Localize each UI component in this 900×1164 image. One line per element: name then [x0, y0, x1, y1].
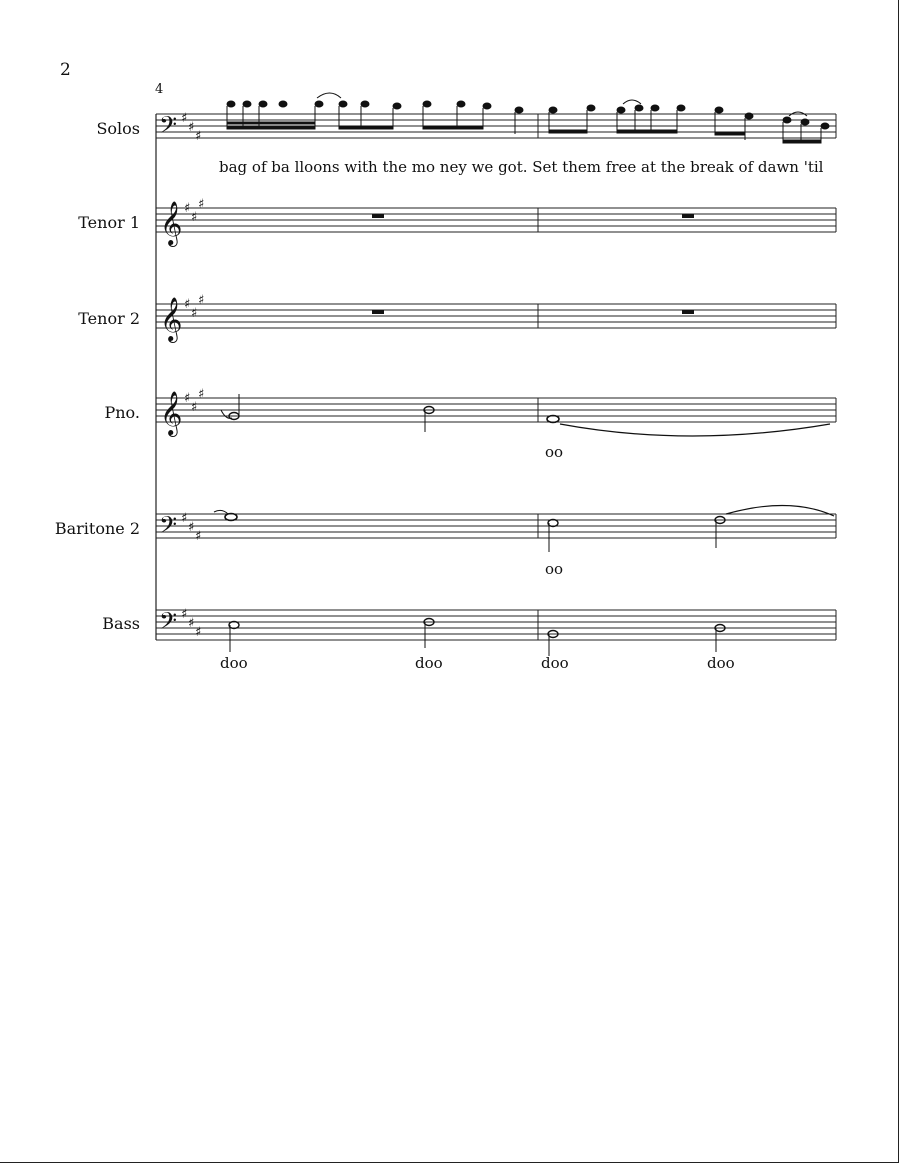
staff-piano — [156, 398, 836, 422]
sharp-icon: ♯ — [181, 607, 188, 622]
bass-clef-icon: 𝄢 — [159, 511, 178, 544]
lyric-bass-doo-1: doo — [220, 654, 248, 672]
sharp-icon: ♯ — [195, 129, 202, 144]
page-number: 2 — [60, 60, 71, 80]
lyric-solos: bag of ba lloons with the mo ney we got. Set them free at the break of dawn 'til — [219, 158, 824, 176]
whole-rest-icon — [372, 310, 384, 314]
whole-rest-icon — [372, 214, 384, 218]
sharp-icon: ♯ — [191, 210, 198, 225]
staff-bass — [156, 610, 836, 640]
treble-clef-icon: 𝄞 — [160, 297, 183, 341]
staff-tenor2 — [156, 304, 836, 328]
sharp-icon: ♯ — [198, 293, 205, 308]
sharp-icon: ♯ — [191, 306, 198, 321]
staff-label-piano: Pno. — [104, 403, 140, 422]
measure-number: 4 — [155, 82, 164, 97]
sharp-icon: ♯ — [198, 197, 205, 212]
staff-label-solos: Solos — [96, 119, 140, 138]
sharp-icon: ♯ — [184, 391, 191, 406]
sharp-icon: ♯ — [191, 400, 198, 415]
staff-tenor1 — [156, 208, 836, 232]
piano-notes — [221, 394, 830, 436]
whole-rest-icon — [682, 310, 694, 314]
treble-clef-icon: 𝄞 — [160, 201, 183, 245]
staff-baritone2 — [156, 514, 836, 538]
sharp-icon: ♯ — [188, 120, 195, 135]
lyric-bass-doo-3: doo — [541, 654, 569, 672]
sharp-icon: ♯ — [195, 529, 202, 544]
lyric-baritone-oo: oo — [545, 560, 564, 578]
bass-clef-icon: 𝄢 — [159, 607, 178, 640]
bass-clef-icon: 𝄢 — [159, 111, 178, 144]
lyric-piano-oo: oo — [545, 443, 564, 461]
sharp-icon: ♯ — [184, 201, 191, 216]
sharp-icon: ♯ — [188, 616, 195, 631]
staff-label-baritone2: Baritone 2 — [54, 519, 140, 538]
whole-rest-icon — [682, 214, 694, 218]
staff-label-tenor1: Tenor 1 — [78, 213, 140, 232]
sharp-icon: ♯ — [195, 625, 202, 640]
sharp-icon: ♯ — [188, 520, 195, 535]
sharp-icon: ♯ — [184, 297, 191, 312]
staff-label-bass: Bass — [102, 614, 140, 633]
solos-notes — [227, 93, 829, 143]
staff-label-tenor2: Tenor 2 — [78, 309, 140, 328]
lyric-bass-doo-4: doo — [707, 654, 735, 672]
treble-clef-icon: 𝄞 — [160, 391, 183, 435]
sharp-icon: ♯ — [198, 387, 205, 402]
baritone-notes — [214, 505, 834, 552]
lyric-bass-doo-2: doo — [415, 654, 443, 672]
sharp-icon: ♯ — [181, 511, 188, 526]
sharp-icon: ♯ — [181, 111, 188, 126]
bass-notes — [229, 619, 725, 657]
